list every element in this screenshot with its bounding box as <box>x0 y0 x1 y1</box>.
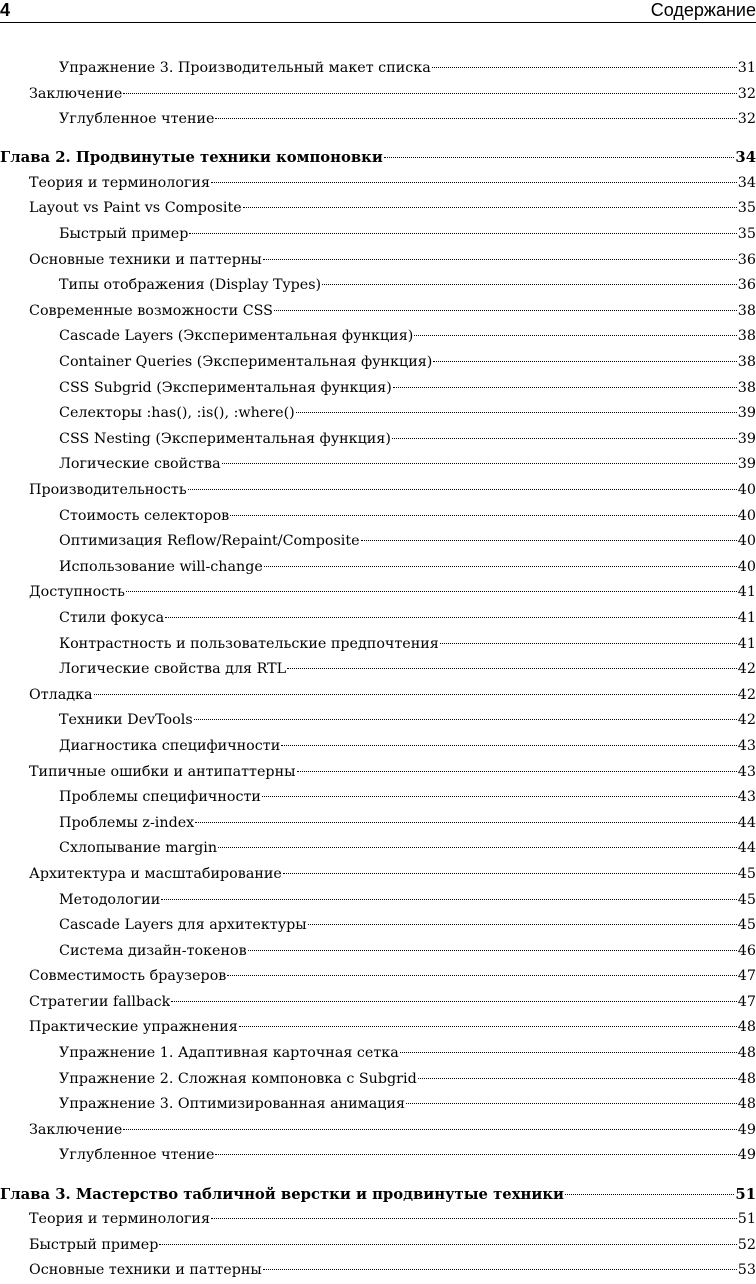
toc-dot-leader <box>227 975 736 976</box>
toc-entry-title: Селекторы :has(), :is(), :where() <box>59 405 295 422</box>
toc-dot-leader <box>565 1194 734 1195</box>
toc-entry-title: CSS Nesting (Экспериментальная функция) <box>59 430 391 447</box>
toc-entry-page-number: 45 <box>737 891 756 908</box>
toc-dot-leader <box>165 617 737 618</box>
toc-entry-title: Container Queries (Экспериментальная функция) <box>59 354 433 371</box>
toc-dot-leader <box>432 67 737 68</box>
toc-entry-title: Стратегии fallback <box>29 993 171 1010</box>
toc-entry[interactable] <box>0 427 756 453</box>
toc-entry-page-number: 48 <box>737 1019 756 1036</box>
toc-dot-leader <box>211 182 737 183</box>
toc-entry-title: Теория и терминология <box>29 174 210 191</box>
toc-entry[interactable] <box>0 82 756 108</box>
toc-entry-title: Упражнение 3. Производительный макет списка <box>59 60 431 76</box>
toc-entry-page-number: 44 <box>737 814 756 831</box>
toc-dot-leader <box>262 796 737 797</box>
toc-entry-title: Быстрый пример <box>59 226 189 243</box>
toc-dot-leader <box>189 233 736 234</box>
toc-entry[interactable] <box>0 734 756 760</box>
toc-entry-page-number: 31 <box>737 60 756 76</box>
toc-entry-page-number: 52 <box>737 1236 756 1253</box>
toc-entry-title: Cascade Layers (Экспериментальная функция) <box>59 328 414 345</box>
toc-entry-title: Практические упражнения <box>29 1019 238 1036</box>
toc-entry[interactable] <box>0 452 756 478</box>
toc-dot-leader <box>94 694 737 695</box>
toc-entry[interactable] <box>0 862 756 888</box>
toc-entry-page-number: 42 <box>737 712 756 729</box>
toc-dot-leader <box>433 361 736 362</box>
toc-dot-leader <box>194 719 737 720</box>
toc-dot-leader <box>296 412 737 413</box>
toc-entry[interactable] <box>0 760 756 786</box>
toc-entry[interactable] <box>0 888 756 914</box>
toc-entry-page-number: 46 <box>737 942 756 959</box>
toc-dot-leader <box>322 284 737 285</box>
toc-entry-page-number: 36 <box>737 251 756 268</box>
toc-entry-title: Оптимизация Reflow/Repaint/Composite <box>59 533 360 550</box>
toc-entry-title: Углубленное чтение <box>59 1147 215 1164</box>
toc-dot-leader <box>215 118 736 119</box>
toc-entry-page-number: 35 <box>737 200 756 217</box>
toc-dot-leader <box>393 387 737 388</box>
toc-entry-title: Схлопывание margin <box>59 840 218 857</box>
toc-entry[interactable] <box>0 478 756 504</box>
toc-entry[interactable] <box>0 990 756 1016</box>
toc-dot-leader <box>126 591 737 592</box>
toc-entry[interactable] <box>0 939 756 965</box>
toc-dot-leader <box>222 463 737 464</box>
toc-entry-title: Типы отображения (Display Types) <box>59 277 322 294</box>
page-number: 4 <box>0 0 11 20</box>
toc-entry-page-number: 34 <box>737 174 756 191</box>
toc-entry-page-number: 38 <box>737 379 756 396</box>
toc-entry[interactable] <box>0 657 756 683</box>
toc-entry-title: Упражнение 3. Оптимизированная анимация <box>59 1096 406 1113</box>
toc-entry-page-number: 48 <box>737 1070 756 1087</box>
toc-entry-page-number: 49 <box>737 1121 756 1138</box>
toc-dot-leader <box>418 1078 737 1079</box>
toc-entry-page-number: 41 <box>737 584 756 601</box>
toc-entry[interactable] <box>0 913 756 939</box>
toc-entry-title: Углубленное чтение <box>59 111 215 128</box>
toc-dot-leader <box>263 1269 737 1270</box>
toc-entry[interactable] <box>0 171 756 197</box>
toc-dot-leader <box>361 540 737 541</box>
toc-entry-page-number: 45 <box>737 917 756 934</box>
toc-dot-leader <box>400 1052 737 1053</box>
toc-entry-title: Основные техники и паттерны <box>29 1262 262 1279</box>
toc-chapter-entry[interactable] <box>0 145 756 171</box>
toc-dot-leader <box>230 515 737 516</box>
toc-entry[interactable] <box>0 376 756 402</box>
toc-entry-page-number: 35 <box>737 226 756 243</box>
toc-dot-leader <box>384 157 735 158</box>
toc-entry-page-number: 41 <box>737 609 756 626</box>
page-header <box>0 0 756 23</box>
toc-entry-page-number: 36 <box>737 277 756 294</box>
toc-dot-leader <box>123 1129 736 1130</box>
toc-entry-title: Быстрый пример <box>29 1236 159 1253</box>
toc-dot-leader <box>239 1026 737 1027</box>
toc-dot-leader <box>283 873 737 874</box>
toc-entry-page-number: 51 <box>735 1185 756 1203</box>
toc-entry[interactable] <box>0 964 756 990</box>
toc-entry[interactable] <box>0 401 756 427</box>
toc-dot-leader <box>171 1001 737 1002</box>
toc-entry-title: Стоимость селекторов <box>59 507 230 524</box>
toc-entry[interactable] <box>0 811 756 837</box>
toc-entry-title: Методологии <box>59 891 161 908</box>
toc-entry-title: Техники DevTools <box>59 712 193 729</box>
toc-entry-page-number: 38 <box>737 354 756 371</box>
toc-entry-title: Типичные ошибки и антипаттерны <box>29 763 296 780</box>
toc-entry-page-number: 40 <box>737 482 756 498</box>
toc-entry[interactable] <box>0 350 756 376</box>
toc-entry[interactable] <box>0 504 756 530</box>
toc-entry-title: Глава 2. Продвинутые техники компоновки <box>0 149 383 167</box>
toc-entry[interactable] <box>0 1041 756 1067</box>
toc-entry-title: Упражнение 1. Адаптивная карточная сетка <box>59 1045 399 1062</box>
toc-entry[interactable] <box>0 1015 756 1041</box>
toc-dot-leader <box>287 668 737 669</box>
toc-entry-title: Система дизайн-токенов <box>59 942 247 959</box>
toc-entry[interactable] <box>0 1118 756 1144</box>
toc-dot-leader <box>195 822 737 823</box>
toc-entry[interactable] <box>0 555 756 581</box>
toc-entry[interactable] <box>0 529 756 555</box>
toc-entry-title: Использование will-change <box>59 558 263 575</box>
toc-entry[interactable] <box>0 248 756 274</box>
toc-dot-leader <box>264 566 737 567</box>
toc-entry-title: Проблемы специфичности <box>59 789 261 806</box>
toc-entry-title: Теория и терминология <box>29 1211 210 1228</box>
toc-dot-leader <box>248 950 737 951</box>
toc-dot-leader <box>440 643 737 644</box>
toc-entry[interactable] <box>0 299 756 325</box>
toc-entry-title: Контрастность и пользовательские предпочтения <box>59 635 439 652</box>
toc-entry-page-number: 38 <box>737 328 756 345</box>
toc-entry-page-number: 48 <box>737 1096 756 1113</box>
toc-entry-title: Производительность <box>29 482 187 498</box>
toc-entry[interactable] <box>0 107 756 133</box>
toc-entry-title: Доступность <box>29 584 125 601</box>
toc-dot-leader <box>281 745 737 746</box>
toc-entry-page-number: 47 <box>737 968 756 985</box>
toc-entry[interactable] <box>0 836 756 862</box>
toc-entry-title: Архитектура и масштабирование <box>29 865 282 882</box>
toc-dot-leader <box>406 1103 737 1104</box>
toc-entry-page-number: 40 <box>737 558 756 575</box>
table-of-contents <box>0 56 756 1284</box>
toc-entry[interactable] <box>0 56 756 82</box>
toc-entry-title: Стили фокуса <box>59 609 165 626</box>
toc-entry-page-number: 53 <box>737 1262 756 1279</box>
toc-entry-page-number: 43 <box>737 737 756 754</box>
toc-entry-title: Упражнение 2. Сложная компоновка с Subgrid <box>59 1070 417 1087</box>
toc-entry-page-number: 45 <box>737 865 756 882</box>
toc-entry-title: Отладка <box>29 686 93 703</box>
toc-entry-page-number: 43 <box>737 789 756 806</box>
toc-entry-page-number: 41 <box>737 635 756 652</box>
toc-dot-leader <box>123 93 736 94</box>
toc-entry[interactable] <box>0 606 756 632</box>
toc-entry-page-number: 43 <box>737 763 756 780</box>
toc-entry[interactable] <box>0 273 756 299</box>
toc-entry-page-number: 38 <box>737 302 756 319</box>
toc-dot-leader <box>297 771 737 772</box>
toc-entry[interactable] <box>0 196 756 222</box>
toc-entry-page-number: 34 <box>735 149 756 167</box>
toc-entry-title: Проблемы z-index <box>59 814 195 831</box>
toc-dot-leader <box>243 207 737 208</box>
toc-entry[interactable] <box>0 708 756 734</box>
toc-entry[interactable] <box>0 222 756 248</box>
toc-entry-page-number: 44 <box>737 840 756 857</box>
toc-entry[interactable] <box>0 683 756 709</box>
toc-dot-leader <box>188 489 737 490</box>
toc-entry-title: Заключение <box>29 85 123 102</box>
toc-entry-title: Cascade Layers для архитектуры <box>59 917 307 934</box>
toc-entry[interactable] <box>0 1258 756 1284</box>
toc-dot-leader <box>159 1244 736 1245</box>
toc-dot-leader <box>392 438 737 439</box>
toc-entry[interactable] <box>0 1143 756 1169</box>
toc-entry-page-number: 48 <box>737 1045 756 1062</box>
toc-dot-leader <box>161 899 737 900</box>
toc-dot-leader <box>263 259 737 260</box>
toc-entry-page-number: 39 <box>737 405 756 422</box>
toc-dot-leader <box>414 335 736 336</box>
toc-entry-title: CSS Subgrid (Экспериментальная функция) <box>59 379 392 396</box>
toc-entry-title: Основные техники и паттерны <box>29 251 262 268</box>
toc-entry[interactable] <box>0 1092 756 1118</box>
toc-entry-page-number: 42 <box>737 661 756 678</box>
toc-entry-page-number: 40 <box>737 533 756 550</box>
toc-entry[interactable] <box>0 1067 756 1093</box>
toc-entry-page-number: 39 <box>737 430 756 447</box>
toc-dot-leader <box>211 1218 737 1219</box>
toc-entry[interactable] <box>0 324 756 350</box>
toc-entry-page-number: 32 <box>737 85 756 102</box>
toc-entry-page-number: 49 <box>737 1147 756 1164</box>
toc-entry[interactable] <box>0 785 756 811</box>
toc-entry-title: Логические свойства для RTL <box>59 661 287 678</box>
toc-entry-title: Layout vs Paint vs Composite <box>29 200 242 217</box>
toc-entry-title: Заключение <box>29 1121 123 1138</box>
toc-entry[interactable] <box>0 1233 756 1259</box>
toc-entry-title: Совместимость браузеров <box>29 968 227 985</box>
toc-entry[interactable] <box>0 632 756 658</box>
toc-chapter-entry[interactable] <box>0 1182 756 1208</box>
toc-entry-title: Диагностика специфичности <box>59 737 281 754</box>
toc-entry-page-number: 40 <box>737 507 756 524</box>
toc-entry-page-number: 39 <box>737 456 756 473</box>
toc-entry-page-number: 42 <box>737 686 756 703</box>
toc-dot-leader <box>215 1154 736 1155</box>
running-head: Содержание <box>650 0 756 20</box>
toc-entry-title: Современные возможности CSS <box>29 302 273 319</box>
toc-entry-page-number: 47 <box>737 993 756 1010</box>
toc-dot-leader <box>308 924 737 925</box>
toc-entry[interactable] <box>0 580 756 606</box>
toc-entry-title: Логические свойства <box>59 456 221 473</box>
toc-entry-page-number: 32 <box>737 111 756 128</box>
toc-entry-page-number: 51 <box>737 1211 756 1228</box>
toc-dot-leader <box>274 310 737 311</box>
toc-dot-leader <box>218 847 737 848</box>
toc-entry-title: Глава 3. Мастерство табличной верстки и продвинутые техники <box>0 1185 564 1203</box>
